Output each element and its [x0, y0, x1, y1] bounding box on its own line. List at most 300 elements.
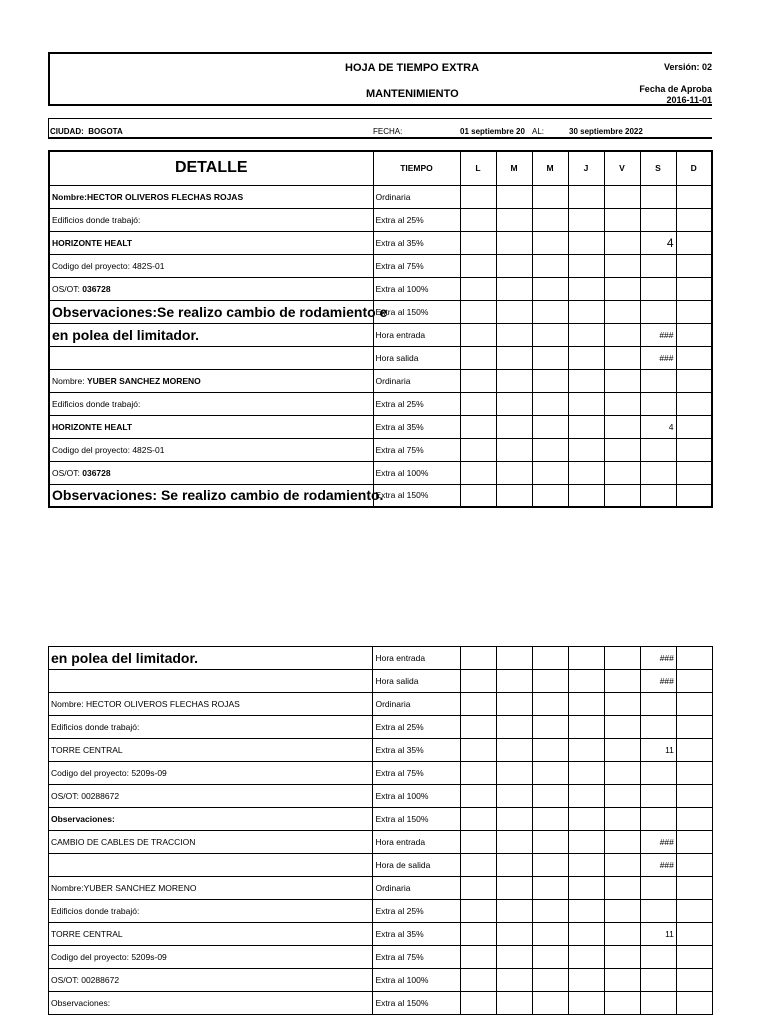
- row-detail: [49, 762, 373, 785]
- day-cell: [460, 254, 496, 277]
- day-cell: [460, 369, 496, 392]
- day-cell: [532, 415, 568, 438]
- row-detail: [49, 877, 373, 900]
- day-cell: ###: [640, 647, 676, 670]
- row-detail-label: Codigo del proyecto: 5209s-09: [51, 952, 167, 962]
- day-cell: [460, 716, 496, 739]
- day-cell: [460, 415, 496, 438]
- day-cell: [568, 484, 604, 507]
- day-cell: [532, 231, 568, 254]
- row-tiempo: Extra al 75%: [373, 438, 460, 461]
- day-cell: [568, 231, 604, 254]
- row-detail-label: OS/OT: 00288672: [51, 791, 120, 801]
- row-tiempo: Extra al 35%: [373, 231, 460, 254]
- day-cell: [676, 739, 712, 762]
- day-cell: [640, 185, 676, 208]
- row-detail: [49, 808, 373, 831]
- row-detail: [49, 785, 373, 808]
- day-cell: [676, 484, 712, 507]
- table-row: [49, 854, 713, 877]
- day-cell: [496, 670, 532, 693]
- day-cell: [460, 392, 496, 415]
- day-cell: [496, 185, 532, 208]
- day-cell: [640, 461, 676, 484]
- day-cell: [568, 323, 604, 346]
- day-cell: [460, 185, 496, 208]
- day-cell: [604, 323, 640, 346]
- day-cell: [496, 254, 532, 277]
- day-cell: [604, 785, 640, 808]
- row-tiempo: Ordinaria: [373, 693, 460, 716]
- table-row: [49, 277, 712, 300]
- day-cell: ###: [640, 831, 676, 854]
- day-cell: [640, 716, 676, 739]
- row-tiempo: Hora salida: [373, 670, 460, 693]
- day-cell: [676, 369, 712, 392]
- day-cell: [604, 900, 640, 923]
- day-cell: [640, 208, 676, 231]
- row-detail: [49, 254, 373, 277]
- day-cell: [604, 461, 640, 484]
- day-cell: [676, 254, 712, 277]
- row-tiempo: Extra al 100%: [373, 969, 460, 992]
- day-cell: [568, 992, 604, 1015]
- day-cell: [460, 670, 496, 693]
- row-detail: [49, 923, 373, 946]
- day-cell: [568, 808, 604, 831]
- day-cell: [460, 346, 496, 369]
- day-cell: [640, 900, 676, 923]
- day-cell: [676, 231, 712, 254]
- day-cell: [496, 647, 532, 670]
- day-cell: [568, 900, 604, 923]
- day-cell: [568, 854, 604, 877]
- day-cell: [676, 854, 712, 877]
- row-tiempo: Extra al 150%: [373, 300, 460, 323]
- row-tiempo: Extra al 25%: [373, 716, 460, 739]
- day-cell: [460, 992, 496, 1015]
- row-tiempo: Hora entrada: [373, 323, 460, 346]
- day-cell: [496, 369, 532, 392]
- day-cell: [676, 438, 712, 461]
- day-cell: [676, 808, 712, 831]
- day-cell: [532, 484, 568, 507]
- day-cell: [460, 900, 496, 923]
- day-cell: [568, 762, 604, 785]
- day-cell: [496, 969, 532, 992]
- approval-date: [639, 84, 712, 106]
- day-cell: [460, 808, 496, 831]
- row-detail: [49, 231, 373, 254]
- day-cell: [460, 877, 496, 900]
- row-detail-label: Edificios donde trabajó:: [51, 722, 140, 732]
- day-cell: [460, 231, 496, 254]
- day-cell: [460, 438, 496, 461]
- day-cell: [460, 969, 496, 992]
- day-cell: [532, 185, 568, 208]
- city-value: BOGOTA: [88, 127, 123, 136]
- sheet-title: HOJA DE TIEMPO EXTRA: [345, 62, 480, 74]
- table-row: [49, 716, 713, 739]
- day-cell: [496, 484, 532, 507]
- day-cell: [460, 854, 496, 877]
- row-detail: Observaciones:Se realizo cambio de rodamiento e: [49, 300, 373, 323]
- day-cell: [496, 716, 532, 739]
- day-cell: [568, 254, 604, 277]
- day-cell: [460, 300, 496, 323]
- day-cell: [568, 739, 604, 762]
- day-cell: [640, 254, 676, 277]
- sheet-subtitle: MANTENIMIENTO: [366, 88, 459, 100]
- version-label: Versión: 02: [663, 62, 712, 72]
- day-cell: ###: [640, 346, 676, 369]
- day-cell: [460, 785, 496, 808]
- row-tiempo: Hora entrada: [373, 647, 460, 670]
- day-cell: [604, 647, 640, 670]
- day-cell: [676, 346, 712, 369]
- day-cell: [604, 300, 640, 323]
- column-detalle: DETALLE: [49, 151, 373, 185]
- day-cell: [604, 716, 640, 739]
- row-detail-label: Nombre:: [52, 191, 87, 202]
- day-cell: [640, 808, 676, 831]
- column-day: S: [640, 151, 676, 185]
- day-cell: [496, 231, 532, 254]
- day-cell: [604, 438, 640, 461]
- day-cell: [532, 392, 568, 415]
- row-tiempo: Extra al 100%: [373, 785, 460, 808]
- table-row: [49, 208, 712, 231]
- day-cell: [460, 946, 496, 969]
- row-detail-label: TORRE CENTRAL: [51, 929, 123, 939]
- row-detail-value: 036728: [82, 283, 111, 294]
- day-cell: [496, 415, 532, 438]
- info-row: [48, 118, 712, 139]
- city-label: CIUDAD: BOGOTA: [50, 127, 123, 136]
- row-detail: [49, 946, 373, 969]
- row-detail: [49, 900, 373, 923]
- day-cell: [604, 231, 640, 254]
- day-cell: [568, 693, 604, 716]
- day-cell: [676, 716, 712, 739]
- table-row: [49, 969, 713, 992]
- day-cell: [568, 346, 604, 369]
- day-cell: [460, 484, 496, 507]
- to-label: AL:: [532, 127, 545, 136]
- day-cell: [640, 992, 676, 1015]
- day-cell: [496, 831, 532, 854]
- day-cell: [568, 647, 604, 670]
- day-cell: [496, 438, 532, 461]
- table-row: [49, 946, 713, 969]
- table-row: [49, 369, 712, 392]
- table-row: [49, 392, 712, 415]
- day-cell: [604, 346, 640, 369]
- day-cell: [532, 831, 568, 854]
- day-cell: [496, 461, 532, 484]
- day-cell: [568, 461, 604, 484]
- day-cell: [496, 808, 532, 831]
- day-cell: 11: [640, 739, 676, 762]
- day-cell: [532, 647, 568, 670]
- day-cell: [460, 762, 496, 785]
- row-tiempo: Extra al 25%: [373, 392, 460, 415]
- day-cell: [640, 300, 676, 323]
- row-tiempo: Extra al 100%: [373, 277, 460, 300]
- day-cell: [604, 415, 640, 438]
- table-row: [49, 762, 713, 785]
- day-cell: [568, 969, 604, 992]
- row-tiempo: Ordinaria: [373, 369, 460, 392]
- day-cell: [568, 946, 604, 969]
- day-cell: [532, 785, 568, 808]
- table-row: [49, 785, 713, 808]
- row-detail: [49, 831, 373, 854]
- day-cell: [496, 923, 532, 946]
- row-detail: Observaciones: Se realizo cambio de rodamiento.: [49, 484, 373, 507]
- day-cell: [640, 877, 676, 900]
- day-cell: [532, 877, 568, 900]
- day-cell: [460, 323, 496, 346]
- day-cell: [532, 969, 568, 992]
- day-cell: [676, 969, 712, 992]
- day-cell: [676, 392, 712, 415]
- day-cell: [676, 670, 712, 693]
- date-label: FECHA:: [373, 127, 403, 136]
- day-cell: [676, 323, 712, 346]
- row-detail-label: OS/OT: 00288672: [51, 975, 120, 985]
- row-detail: en polea del limitador.: [49, 647, 373, 670]
- date-to: 30 septiembre 2022: [569, 127, 643, 136]
- day-cell: [460, 923, 496, 946]
- row-tiempo: Extra al 150%: [373, 484, 460, 507]
- day-cell: [532, 461, 568, 484]
- day-cell: [640, 693, 676, 716]
- day-cell: [532, 323, 568, 346]
- day-cell: [496, 762, 532, 785]
- day-cell: [676, 785, 712, 808]
- table-row: [49, 877, 713, 900]
- day-cell: [676, 877, 712, 900]
- row-detail-label: TORRE CENTRAL: [51, 745, 123, 755]
- row-detail-label: Codigo del proyecto: 482S-01: [52, 260, 165, 271]
- day-cell: [496, 346, 532, 369]
- day-cell: [676, 647, 712, 670]
- day-cell: ###: [640, 323, 676, 346]
- row-detail-value: HECTOR OLIVEROS FLECHAS ROJAS: [86, 191, 244, 202]
- day-cell: [568, 877, 604, 900]
- row-detail: [49, 185, 373, 208]
- day-cell: [568, 392, 604, 415]
- day-cell: [496, 900, 532, 923]
- day-cell: ###: [640, 670, 676, 693]
- day-cell: [568, 185, 604, 208]
- day-cell: [604, 185, 640, 208]
- sheet-header: [48, 52, 712, 106]
- day-cell: [640, 369, 676, 392]
- approval-label: Fecha de Aproba: [639, 84, 712, 94]
- day-cell: [532, 762, 568, 785]
- row-detail-value: YUBER SANCHEZ MORENO: [86, 375, 201, 386]
- day-cell: [568, 300, 604, 323]
- day-cell: [640, 969, 676, 992]
- day-cell: [676, 461, 712, 484]
- day-cell: [604, 254, 640, 277]
- day-cell: [496, 300, 532, 323]
- table-row: [49, 185, 712, 208]
- day-cell: [568, 277, 604, 300]
- day-cell: [532, 739, 568, 762]
- day-cell: [496, 277, 532, 300]
- table-row: [49, 831, 713, 854]
- table-row: [49, 739, 713, 762]
- row-tiempo: Extra al 150%: [373, 992, 460, 1015]
- day-cell: [568, 785, 604, 808]
- day-cell: [604, 877, 640, 900]
- day-cell: [604, 969, 640, 992]
- day-cell: [676, 208, 712, 231]
- day-cell: [532, 854, 568, 877]
- table-row: [49, 923, 713, 946]
- row-detail-label: Nombre: HECTOR OLIVEROS FLECHAS ROJAS: [51, 699, 240, 709]
- row-tiempo: Extra al 35%: [373, 739, 460, 762]
- row-detail-label: CAMBIO DE CABLES DE TRACCION: [51, 837, 196, 847]
- row-detail: [49, 277, 373, 300]
- day-cell: [532, 254, 568, 277]
- column-day: M: [496, 151, 532, 185]
- day-cell: [532, 670, 568, 693]
- day-cell: [532, 716, 568, 739]
- day-cell: [460, 208, 496, 231]
- table-row: [49, 647, 713, 670]
- row-detail-label: Nombre:YUBER SANCHEZ MORENO: [51, 883, 197, 893]
- day-cell: [460, 647, 496, 670]
- table-row: [49, 438, 712, 461]
- day-cell: [460, 693, 496, 716]
- day-cell: 4: [640, 415, 676, 438]
- day-cell: [496, 785, 532, 808]
- day-cell: [640, 785, 676, 808]
- day-cell: [604, 992, 640, 1015]
- day-cell: [604, 854, 640, 877]
- column-day: L: [460, 151, 496, 185]
- day-cell: [460, 831, 496, 854]
- day-cell: [496, 992, 532, 1015]
- row-detail-label: Observaciones:: [51, 998, 111, 1008]
- column-day: D: [676, 151, 712, 185]
- day-cell: [532, 300, 568, 323]
- row-tiempo: Extra al 100%: [373, 461, 460, 484]
- day-cell: [604, 208, 640, 231]
- day-cell: [604, 739, 640, 762]
- day-cell: 11: [640, 923, 676, 946]
- day-cell: [532, 923, 568, 946]
- day-cell: [676, 900, 712, 923]
- row-detail-value: 036728: [82, 467, 111, 478]
- row-tiempo: Hora entrada: [373, 831, 460, 854]
- row-tiempo: Extra al 35%: [373, 923, 460, 946]
- table-row: [49, 900, 713, 923]
- row-detail: [49, 346, 373, 369]
- day-cell: [532, 208, 568, 231]
- row-detail: [49, 854, 373, 877]
- day-cell: [604, 369, 640, 392]
- row-tiempo: Extra al 25%: [373, 900, 460, 923]
- day-cell: [604, 923, 640, 946]
- day-cell: [604, 277, 640, 300]
- row-detail: [49, 208, 373, 231]
- column-day: M: [532, 151, 568, 185]
- day-cell: [676, 992, 712, 1015]
- day-cell: [676, 923, 712, 946]
- day-cell: [604, 392, 640, 415]
- day-cell: [568, 208, 604, 231]
- day-cell: [604, 808, 640, 831]
- row-detail: [49, 739, 373, 762]
- table-row: [49, 231, 712, 254]
- table-row: [49, 670, 713, 693]
- day-cell: [532, 992, 568, 1015]
- day-cell: [532, 346, 568, 369]
- row-detail-value: Observaciones:: [51, 814, 115, 824]
- day-cell: [568, 923, 604, 946]
- column-header-row: [49, 151, 712, 185]
- day-cell: [532, 369, 568, 392]
- row-detail-value: HORIZONTE HEALT: [52, 421, 133, 432]
- day-cell: [568, 415, 604, 438]
- day-cell: [604, 484, 640, 507]
- day-cell: [604, 831, 640, 854]
- row-detail: [49, 716, 373, 739]
- day-cell: [496, 392, 532, 415]
- row-tiempo: Extra al 75%: [373, 762, 460, 785]
- day-cell: [640, 484, 676, 507]
- day-cell: [604, 670, 640, 693]
- table-row: [49, 484, 712, 507]
- day-cell: [460, 277, 496, 300]
- day-cell: [568, 670, 604, 693]
- day-cell: [568, 438, 604, 461]
- day-cell: [532, 438, 568, 461]
- timesheet-table-1: [48, 150, 713, 508]
- row-detail: en polea del limitador.: [49, 323, 373, 346]
- day-cell: ###: [640, 854, 676, 877]
- row-detail-value: HORIZONTE HEALT: [52, 237, 133, 248]
- day-cell: [640, 762, 676, 785]
- day-cell: [496, 739, 532, 762]
- row-detail-label: Edificios donde trabajó:: [52, 214, 141, 225]
- day-cell: [604, 762, 640, 785]
- row-detail-label: OS/OT:: [52, 283, 83, 294]
- day-cell: [676, 415, 712, 438]
- day-cell: [604, 946, 640, 969]
- day-cell: [676, 946, 712, 969]
- column-day: V: [604, 151, 640, 185]
- row-detail: [49, 438, 373, 461]
- table-row: [49, 346, 712, 369]
- day-cell: [640, 277, 676, 300]
- day-cell: [640, 946, 676, 969]
- row-tiempo: Extra al 25%: [373, 208, 460, 231]
- table-row: [49, 693, 713, 716]
- day-cell: [604, 693, 640, 716]
- date-from: 01 septiembre 20: [460, 127, 525, 136]
- row-tiempo: Ordinaria: [373, 877, 460, 900]
- row-detail-label: Edificios donde trabajó:: [51, 906, 140, 916]
- day-cell: [460, 739, 496, 762]
- row-tiempo: Extra al 75%: [373, 254, 460, 277]
- row-detail: [49, 992, 373, 1015]
